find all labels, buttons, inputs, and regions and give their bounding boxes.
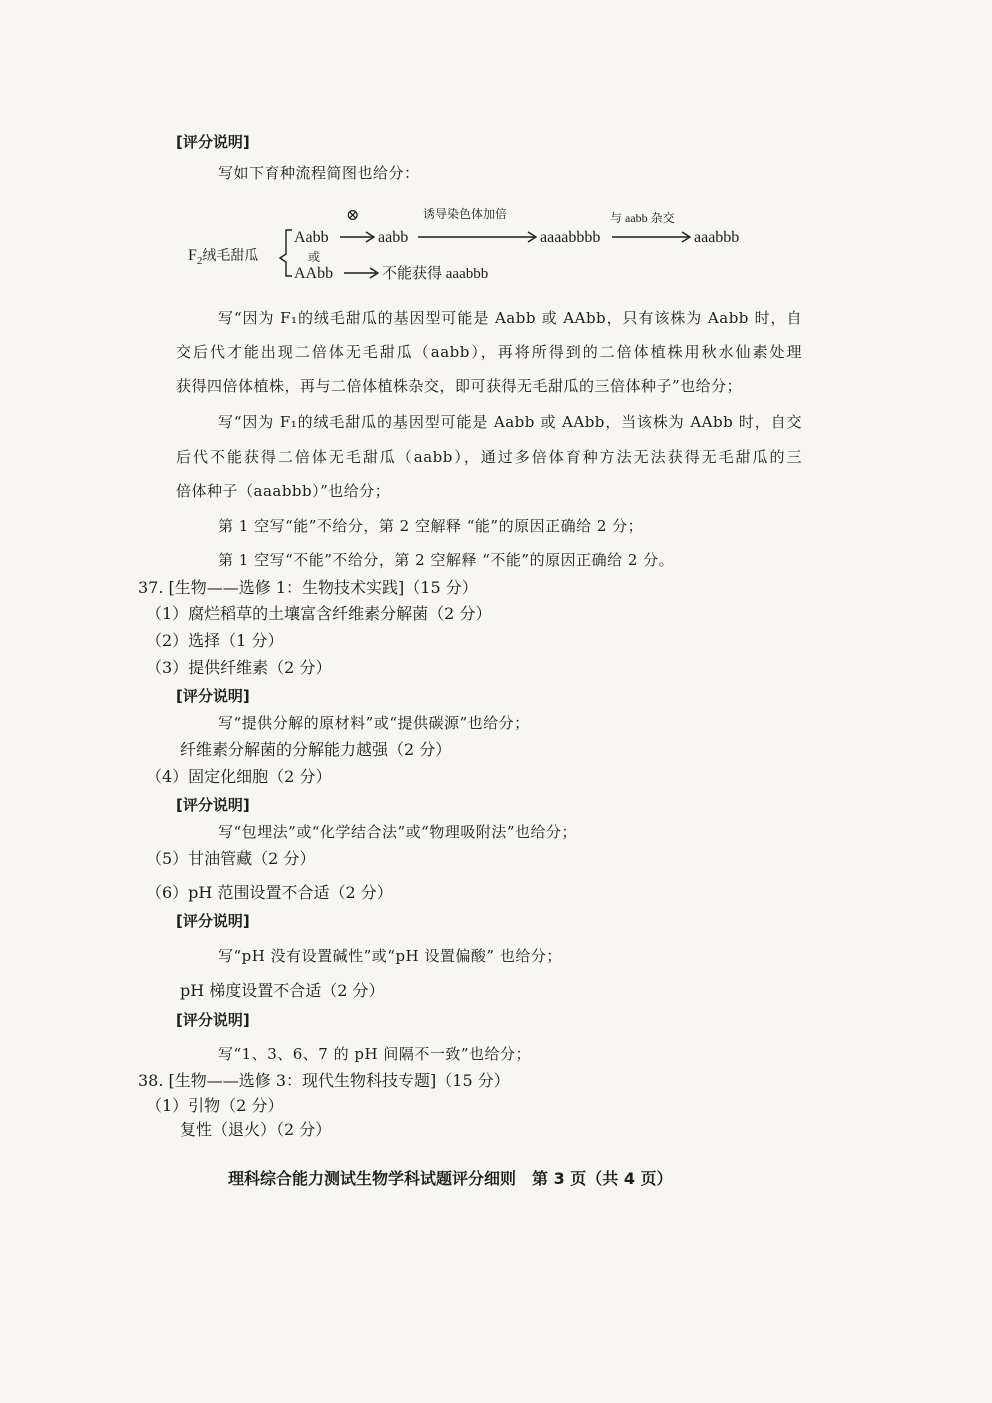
- q37-note6b-text: 写“1、3、6、7 的 pH 间隔不一致”也给分；: [218, 1045, 531, 1063]
- q37-answer-4: （4）固定化细胞（2 分）: [146, 767, 332, 786]
- diagram-step2-result: aaaabbbb: [540, 229, 601, 246]
- scoring-rule-2: 第 1 空写“不能”不给分，第 2 空解释 “不能”的原因正确给 2 分。: [218, 551, 675, 569]
- diagram-bottom-result: 不能获得 aaabbb: [382, 266, 489, 282]
- q37-note4-heading: [评分说明]: [176, 796, 250, 814]
- para1-line-3: 获得四倍体植株，再与二倍体植株杂交，即可获得无毛甜瓜的三倍体种子”也给分；: [176, 377, 743, 395]
- diagram-step3-label: 与 aabb 杂交: [610, 211, 675, 225]
- q37-title: 37. [生物——选修 1：生物技术实践]（15 分）: [138, 578, 478, 597]
- breeding-flow-diagram: [180, 200, 780, 290]
- diagram-bottom-genotype: AAbb: [294, 265, 334, 282]
- page-footer: 理科综合能力测试生物学科试题评分细则 第 3 页（共 4 页）: [228, 1169, 673, 1188]
- q37-answer-1: （1）腐烂稻草的土壤富含纤维素分解菌（2 分）: [146, 604, 492, 623]
- diagram-f2-label: $F_2$绒毛甜瓜: [188, 247, 259, 267]
- para2-line-2: 后代不能获得二倍体无毛甜瓜（aabb），通过多倍体育种方法无法获得无毛甜瓜的三: [176, 448, 802, 466]
- scoring-note-heading: [评分说明]: [176, 133, 250, 151]
- q37-note6b-heading: [评分说明]: [176, 1011, 250, 1029]
- diagram-or-label: 或: [308, 250, 321, 264]
- q37-note4-text: 写“包埋法”或“化学结合法”或“物理吸附法”也给分；: [218, 823, 578, 841]
- q37-answer-6: （6）pH 范围设置不合适（2 分）: [146, 883, 393, 902]
- para2-line-3: 倍体种子（aaabbb）”也给分；: [176, 482, 391, 500]
- q37-answer-5: （5）甘油管藏（2 分）: [146, 849, 316, 868]
- para2-line-1: 写“因为 F₁的绒毛甜瓜的基因型可能是 Aabb 或 AAbb，当该株为 AAbb 时，自交: [218, 413, 802, 431]
- q37-answer-3: （3）提供纤维素（2 分）: [146, 658, 332, 677]
- diagram-self-cross-symbol: ⊗: [346, 207, 360, 224]
- q38-answer-1: （1）引物（2 分）: [146, 1096, 284, 1115]
- diagram-top-genotype: Aabb: [294, 229, 329, 246]
- para1-line-1: 写“因为 F₁的绒毛甜瓜的基因型可能是 Aabb 或 AAbb，只有该株为 Aabb 时，自: [218, 309, 802, 327]
- q37-note3-text: 写“提供分解的原材料”或“提供碳源”也给分；: [218, 714, 530, 732]
- diagram-self-result: aabb: [378, 229, 409, 246]
- q37-note3-heading: [评分说明]: [176, 687, 250, 705]
- para1-line-2: 交后代才能出现二倍体无毛甜瓜（aabb），再将所得到的二倍体植株用秋水仙素处理: [176, 343, 802, 361]
- diagram-step3-result: aaabbb: [694, 229, 740, 246]
- q37-answer-2: （2）选择（1 分）: [146, 631, 284, 650]
- q37-answer-3b: 纤维素分解菌的分解能力越强（2 分）: [180, 740, 452, 759]
- intro-text: 写如下育种流程简图也给分：: [218, 164, 420, 182]
- q38-title: 38. [生物——选修 3：现代生物科技专题]（15 分）: [138, 1071, 510, 1090]
- q37-note6-text: 写“pH 没有设置碱性”或“pH 设置偏酸” 也给分；: [218, 947, 562, 965]
- diagram-brace: [280, 230, 292, 276]
- q37-answer-6b: pH 梯度设置不合适（2 分）: [180, 981, 385, 1000]
- q37-note6-heading: [评分说明]: [176, 912, 250, 930]
- q38-answer-1b: 复性（退火）（2 分）: [180, 1120, 332, 1139]
- scoring-rule-1: 第 1 空写“能”不给分，第 2 空解释 “能”的原因正确给 2 分；: [218, 517, 644, 535]
- diagram-step2-label: 诱导染色体加倍: [423, 207, 508, 221]
